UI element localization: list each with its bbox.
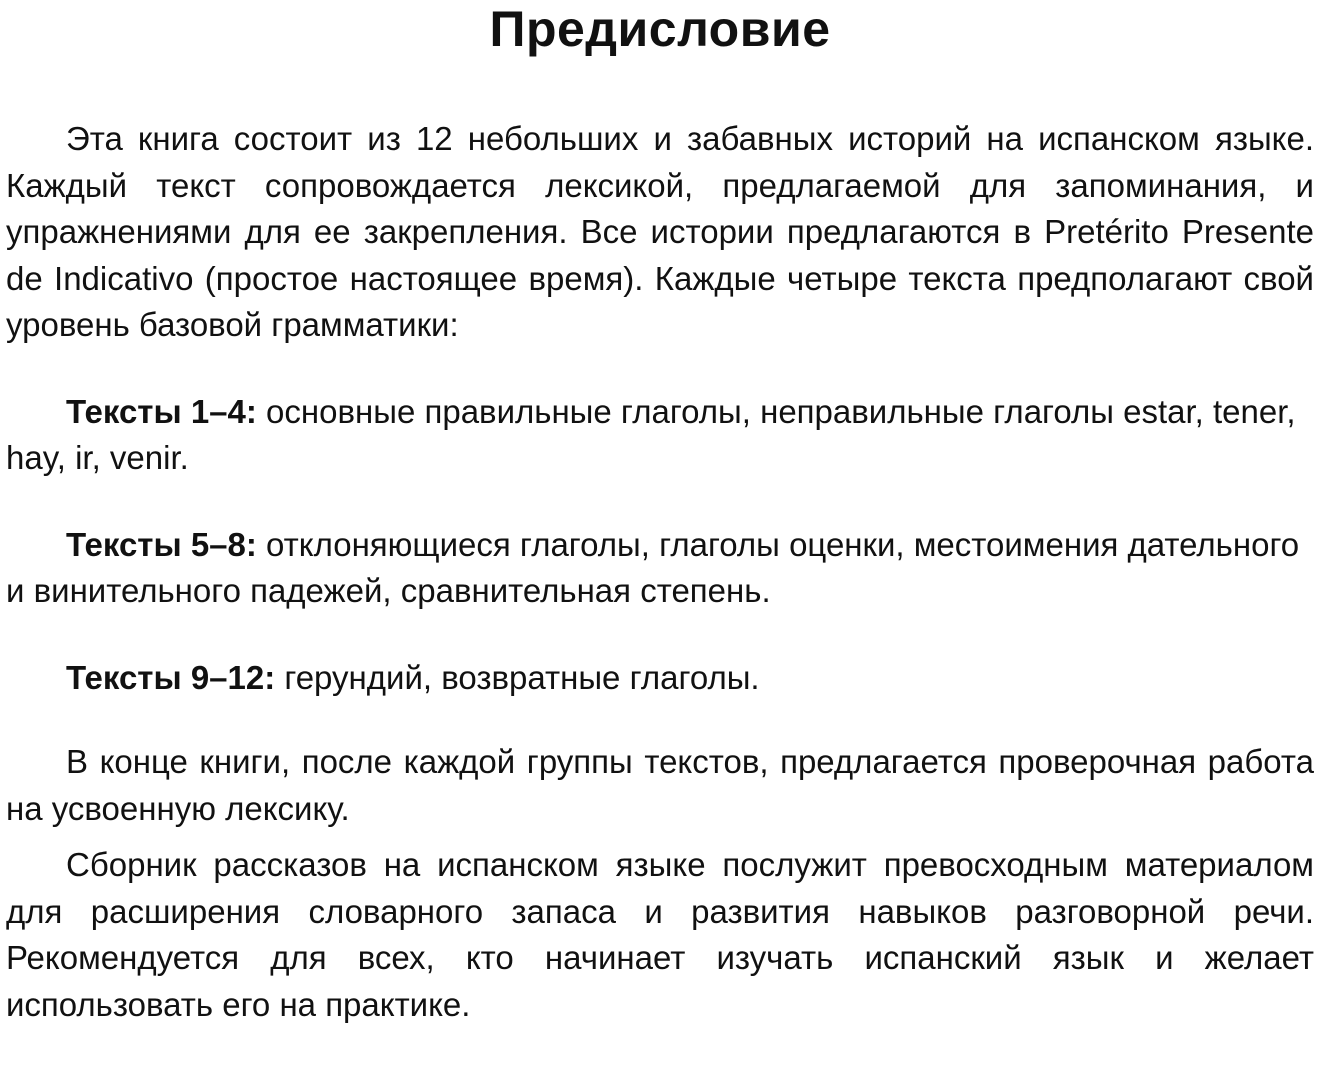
texts-9-12-description: герундий, возвратные глаголы. (275, 658, 760, 696)
texts-1-4-paragraph (6, 389, 1314, 482)
texts-1-4-label: Тексты 1–4: (66, 392, 257, 430)
review-paragraph: В конце книги, после каждой группы текстов, предлагается проверочная работа на усвоенную лексику. (6, 743, 1314, 827)
texts-9-12-label: Тексты 9–12: (66, 658, 276, 696)
texts-5-8-label: Тексты 5–8: (66, 525, 257, 563)
texts-1-4-description: основные правильные глаголы, неправильные глаголы estar, tener, hay, ir, venir. (6, 392, 1296, 476)
intro-paragraph: Эта книга состоит из 12 небольших и забавных историй на испанском языке. Каждый текст сопровождается лексикой, предлагаемой для запоминания, и упражнениями для ее закрепления. Все истории предлагаются в Pretérito Presente de Indicativo (простое настоящее время). Каждые четыре текста предполагают свой уровень базовой грамматики: (6, 120, 1314, 343)
texts-5-8-paragraph (6, 522, 1314, 615)
texts-9-12-paragraph (6, 655, 1314, 702)
page-title: Предисловие (489, 1, 831, 57)
closing-paragraph: Сборник рассказов на испанском языке послужит превосходным материалом для расширения словарного запаса и развития навыков разговорной речи. Рекомендуется для всех, кто начинает изучать испанский язык и желает использовать его на практике. (6, 846, 1314, 1023)
texts-5-8-description: отклоняющиеся глаголы, глаголы оценки, местоимения дательного и винительного падежей, сравнительная степень. (6, 525, 1300, 609)
